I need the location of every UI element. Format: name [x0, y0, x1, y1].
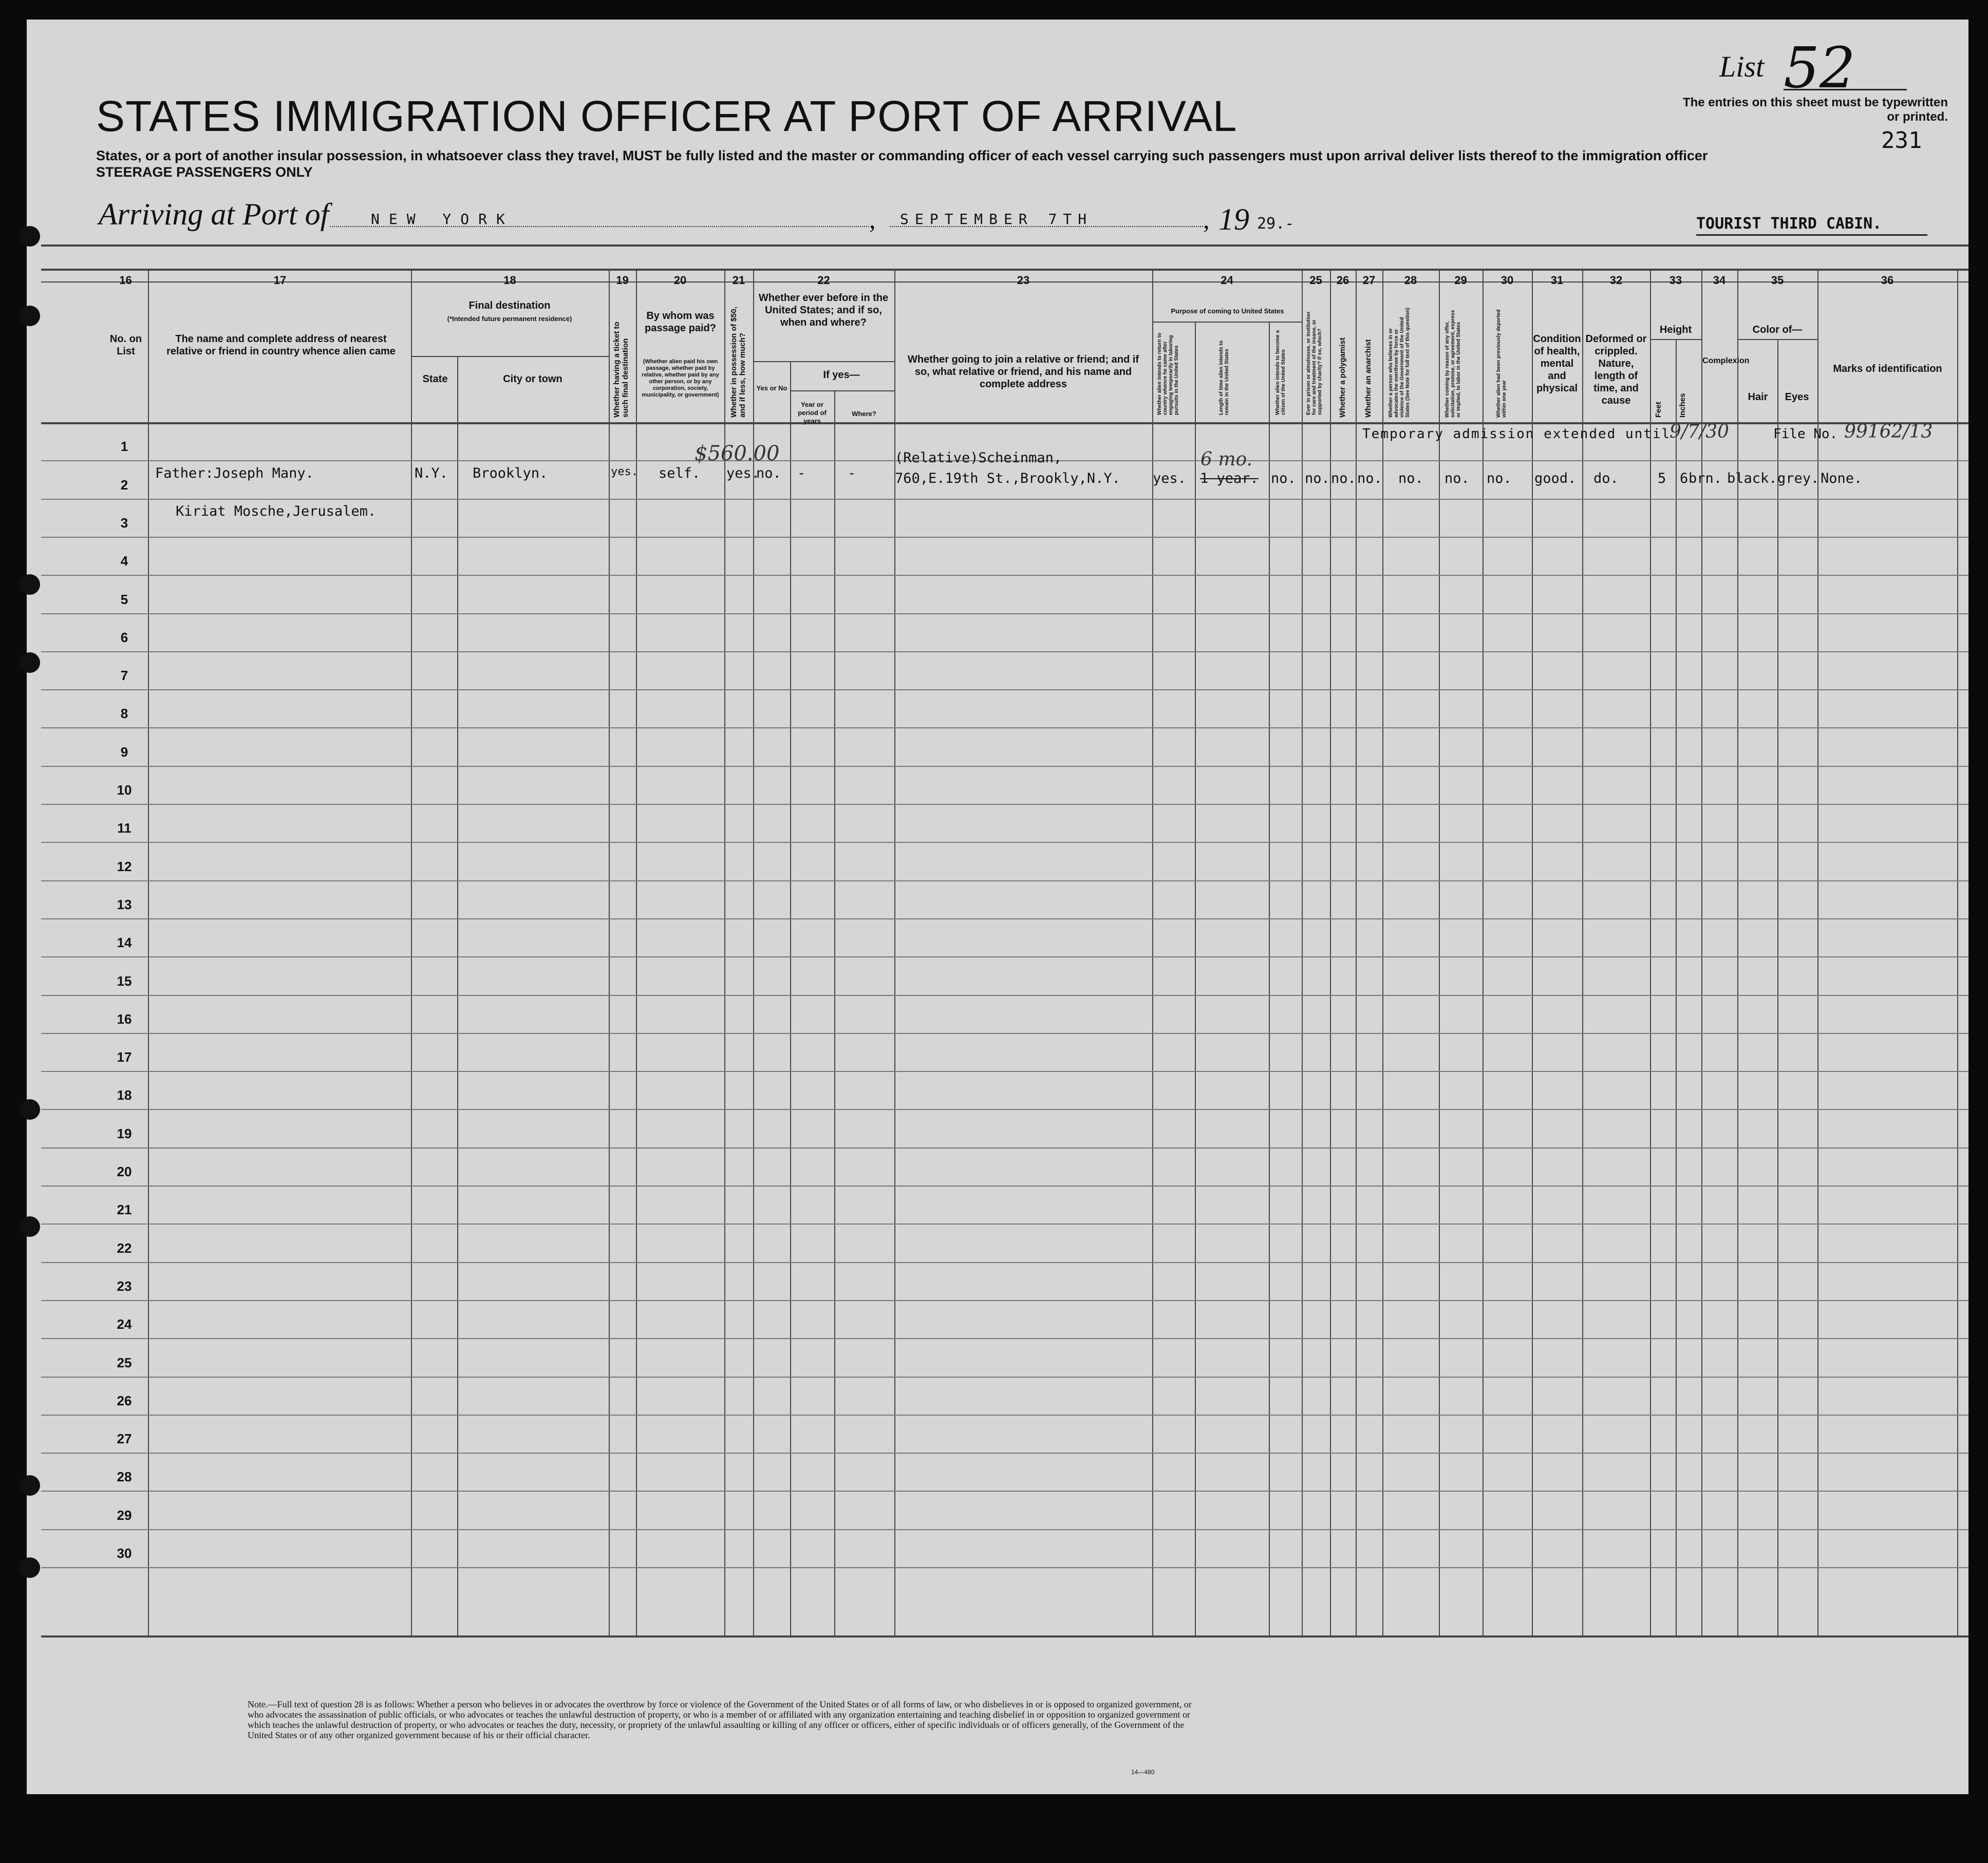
money-value: yes. — [726, 465, 760, 481]
row-rule — [41, 1071, 1968, 1072]
binder-hole — [20, 652, 40, 673]
row-rule — [41, 575, 1968, 576]
table-top-rule — [41, 244, 1968, 247]
row-rule — [41, 499, 1968, 500]
grid-vline — [411, 269, 412, 1635]
row-number: 24 — [117, 1316, 132, 1332]
row-rule — [41, 537, 1968, 538]
anarchist-value: no. — [1357, 471, 1382, 486]
grid-vline — [148, 269, 149, 1635]
header-year-period: Year or period of years — [798, 401, 827, 425]
row-number: 15 — [117, 973, 132, 989]
header-marks: Marks of identification — [1833, 363, 1942, 374]
year-prefix: 19 — [1218, 202, 1249, 236]
grid-vline — [1582, 269, 1583, 1635]
grid-vline — [1302, 269, 1303, 1635]
row-number: 20 — [117, 1164, 132, 1179]
header-height: Height — [1659, 324, 1692, 335]
row-rule — [41, 1147, 1968, 1149]
row-number: 23 — [117, 1278, 132, 1294]
colnum-28: 28 — [1404, 274, 1417, 287]
row-number: 21 — [117, 1202, 132, 1217]
page-number: 231 — [1881, 127, 1922, 154]
row-rule — [41, 880, 1968, 881]
row-number: 18 — [117, 1087, 132, 1103]
row-number: 28 — [117, 1469, 132, 1484]
row-rule — [41, 1377, 1968, 1378]
page-title: STATES IMMIGRATION OFFICER AT PORT OF ARRIVAL — [96, 92, 1237, 140]
row-number: 10 — [117, 782, 132, 798]
header-purpose-a: Whether alien intends to return to country whence he came after engaging temporarily in laboring pursuits in the United States — [1157, 332, 1179, 415]
grid-vline — [834, 390, 835, 1635]
header-hair: Hair — [1748, 391, 1768, 403]
colnum-top-rule — [41, 269, 1968, 271]
inches-value: 6 — [1680, 471, 1689, 486]
grid-vline — [1483, 269, 1484, 1635]
row-number: 4 — [120, 553, 128, 569]
join-relative-line-1: (Relative)Scheinman, — [895, 450, 1062, 466]
feet-value: 5 — [1658, 471, 1666, 486]
header-anarchist: Whether an anarchist — [1364, 339, 1373, 418]
arriving-label: Arriving at Port of — [99, 197, 329, 231]
row-rule — [41, 956, 1968, 957]
row-rule — [41, 995, 1968, 996]
binder-hole — [20, 1099, 40, 1120]
grid-vline — [1957, 269, 1958, 1635]
row-rule — [41, 1109, 1968, 1110]
list-label: List — [1719, 50, 1765, 83]
row-number: 17 — [117, 1049, 132, 1065]
relative-line-2: Kiriat Mosche,Jerusalem. — [176, 503, 377, 519]
deformed-value: do. — [1593, 471, 1619, 486]
header-money: Whether in possession of $50, and if less, how much? — [729, 307, 747, 418]
row-rule — [41, 689, 1968, 690]
row-number: 14 — [117, 935, 132, 950]
colnum-36: 36 — [1881, 274, 1894, 287]
subtitle: States, or a port of another insular possession, in whatsoever class they travel, MUST be fully listed and the master or commanding officer of each vessel carrying such passengers must upon arrival deliver lists thereof to the immigration officer — [96, 148, 1708, 163]
colnum-16: 16 — [119, 274, 132, 287]
header-passage-paid: By whom was passage paid? — [645, 310, 716, 334]
table-bottom-rule — [41, 1635, 1968, 1638]
row-rule — [41, 1224, 1968, 1225]
row-number: 30 — [117, 1546, 132, 1561]
grid-vline — [609, 269, 610, 1635]
join-relative-line-2: 760,E.19th St.,Brookly,N.Y. — [895, 471, 1120, 486]
header-no-on-list: No. on List — [109, 333, 142, 357]
row-number: 9 — [120, 744, 128, 760]
header-prison: Ever in prison or almshouse, or institution for care and treatment of the insane, or supported by charity? If so, which? — [1306, 311, 1323, 415]
cabin-class: TOURIST THIRD CABIN. — [1696, 215, 1882, 233]
comma-separator-2: , — [1203, 205, 1210, 234]
list-number: 52 — [1784, 35, 1855, 101]
list-underline — [1784, 89, 1907, 90]
header-join-relative: Whether going to join a relative or friend; and if so, what relative or friend, and his name and complete address — [907, 354, 1139, 390]
row-number: 3 — [120, 515, 128, 531]
row-number: 16 — [117, 1011, 132, 1027]
header-color-of: Color of— — [1752, 324, 1803, 335]
header-overthrow: Whether a person who believes in or advocates the overthrow by force or violence of the Government of the United States (See Note for full text of this question) — [1388, 308, 1411, 418]
header-final-destination: Final destination — [468, 300, 551, 311]
cabin-underline — [1696, 234, 1927, 236]
header-purpose-c: Whether alien intends to become a citizen of the United States — [1275, 330, 1286, 415]
grid-vline — [724, 269, 725, 1635]
row-number: 29 — [117, 1508, 132, 1523]
form-number: 14—480 — [1131, 1768, 1155, 1776]
colnum-19: 19 — [616, 274, 629, 287]
grid-vline — [1676, 339, 1677, 1635]
grid-vline — [1650, 269, 1651, 1635]
row-rule — [41, 1300, 1968, 1301]
colnum-23: 23 — [1017, 274, 1030, 287]
grid-vline — [1777, 339, 1778, 1635]
header-ticket: Whether having a ticket to such final destination — [612, 322, 630, 418]
row-number: 25 — [117, 1355, 132, 1370]
colnum-17: 17 — [273, 274, 287, 287]
hair-value: black. — [1727, 471, 1777, 486]
header-eyes: Eyes — [1785, 391, 1809, 403]
binder-hole — [20, 574, 40, 595]
row-number: 12 — [117, 859, 132, 874]
purpose-c-value: no. — [1271, 471, 1296, 486]
header-final-destination-note: (*Intended future permanent residence) — [447, 315, 572, 323]
row-number: 13 — [117, 897, 132, 912]
row-number: 8 — [120, 706, 128, 721]
admission-annotation: Temporary admission extended until — [1362, 426, 1671, 442]
row-rule — [41, 1567, 1968, 1568]
relative-line-1: Father:Joseph Many. — [155, 465, 314, 481]
colnum-21: 21 — [732, 274, 745, 287]
comma-separator: , — [869, 205, 876, 234]
header-complexion: Complexion — [1702, 356, 1750, 365]
binder-hole — [20, 1216, 40, 1237]
row-number: 2 — [120, 477, 128, 493]
ticket-value: yes. — [611, 465, 638, 478]
colnum-29: 29 — [1454, 274, 1467, 287]
entries-note: The entries on this sheet must be typewritten or printed. — [1682, 96, 1948, 124]
contract-value: no. — [1445, 471, 1470, 486]
file-number: 99162/13 — [1844, 421, 1933, 442]
row-number: 7 — [120, 668, 128, 683]
grid-vline — [790, 361, 791, 1635]
header-polygamist: Whether a polygamist — [1338, 337, 1347, 418]
binder-hole — [20, 306, 40, 326]
row-rule — [41, 613, 1968, 614]
header-relative-address: The name and complete address of nearest relative or friend in country whence alien came — [166, 333, 396, 357]
grid-vline — [1532, 269, 1533, 1635]
header-deformed: Deformed or crippled. Nature, length of time, and cause — [1585, 333, 1647, 406]
marks-value: None. — [1821, 471, 1863, 486]
header-purpose-b: Length of time alien intends to remain in the United States — [1218, 341, 1230, 415]
binder-hole — [20, 1475, 40, 1496]
header-passage-paid-note: (Whether alien paid his own passage, whether paid by relative, whether paid by any other person, or by any corporation, society, municipality, or government) — [642, 359, 719, 398]
header-where: Where? — [852, 410, 876, 418]
header-condition: Condition of health, mental and physical — [1533, 333, 1581, 394]
row-rule — [41, 1033, 1968, 1034]
row-rule — [41, 842, 1968, 843]
header-city: City or town — [503, 373, 562, 385]
steerage-label: STEERAGE PASSENGERS ONLY — [96, 164, 313, 180]
colnum-18: 18 — [503, 274, 516, 287]
header-purpose: Purpose of coming to United States — [1171, 307, 1284, 315]
row-rule — [41, 918, 1968, 919]
binder-hole — [20, 1557, 40, 1578]
header-state: State — [422, 373, 448, 385]
row-rule — [41, 1491, 1968, 1492]
destination-sub-rule — [411, 356, 609, 357]
row-rule — [41, 1453, 1968, 1454]
grid-vline — [1195, 322, 1196, 1635]
colnum-34: 34 — [1713, 274, 1726, 287]
purpose-sub-rule — [1152, 322, 1302, 323]
where-value: - — [848, 465, 856, 481]
colnum-26: 26 — [1336, 274, 1349, 287]
header-feet: Feet — [1654, 402, 1663, 418]
file-label: File No. — [1773, 426, 1838, 442]
overthrow-value: no. — [1398, 471, 1423, 486]
dest-city: Brooklyn. — [473, 465, 548, 481]
row-rule — [41, 804, 1968, 805]
colnum-32: 32 — [1609, 274, 1623, 287]
row-rule — [41, 727, 1968, 728]
year-suffix: 29.- — [1257, 215, 1295, 233]
row-number: 6 — [120, 630, 128, 645]
colnum-31: 31 — [1550, 274, 1564, 287]
row-number: 1 — [120, 439, 128, 454]
row-rule — [41, 651, 1968, 652]
binder-hole — [20, 226, 40, 247]
ifyes-sub-rule — [790, 390, 894, 391]
footnote: Note.—Full text of question 28 is as follows: Whether a person who believes in or advocates the overthrow by force or violence of the Government of the United States or of all forms of law, or who disbelieves in or is opposed to organized government, or who advocates the assassination of public officials, or who advocates or teaches the unlawful destruction of property, or who is a member of or affiliated with any organization entertaining and teaching disbelief in or opposition to organized government or which teaches the unlawful destruction of property, or who advocates or teaches the duty, necessity, or propriety of the unlawful assaulting or killing of any officer or officers, either of specific individuals or of officers generally, of the Government of the United States or of any other organized government because of his or their official character. — [248, 1699, 1192, 1740]
header-before-in-us: Whether ever before in the United States; and if so, when and where? — [758, 292, 889, 328]
colnum-25: 25 — [1309, 274, 1322, 287]
colnum-22: 22 — [817, 274, 830, 287]
row-rule — [41, 1262, 1968, 1263]
colnum-27: 27 — [1362, 274, 1376, 287]
row-number: 19 — [117, 1126, 132, 1141]
port-value: NEW YORK — [371, 211, 514, 228]
eyes-value: grey. — [1777, 471, 1820, 486]
condition-value: good. — [1534, 471, 1577, 486]
row-rule — [41, 1415, 1968, 1416]
grid-vline — [1269, 322, 1270, 1635]
row-number: 11 — [117, 820, 132, 836]
date-value: SEPTEMBER 7TH — [900, 211, 1093, 228]
row-rule — [41, 1185, 1968, 1187]
colnum-33: 33 — [1669, 274, 1682, 287]
row-rule — [41, 1338, 1968, 1339]
header-contract-labor: Whether coming by reason of any offer, solicitation, promise, or agreement, express or implied, to labor in the United States — [1445, 310, 1461, 418]
before-value: no. — [756, 465, 781, 481]
colnum-24: 24 — [1221, 274, 1233, 287]
money-handwritten: $560.00 — [695, 442, 780, 465]
deported-value: no. — [1487, 471, 1512, 486]
grid-vline — [1382, 269, 1383, 1635]
purpose-b-handwritten: 6 mo. — [1201, 449, 1252, 470]
row-number: 26 — [117, 1393, 132, 1408]
year-value: - — [797, 465, 806, 481]
header-yes-no: Yes or No — [756, 384, 787, 392]
prison-value: no. — [1305, 471, 1330, 486]
colnum-20: 20 — [673, 274, 687, 287]
row-number: 22 — [117, 1240, 132, 1256]
complexion-value: brn. — [1689, 471, 1722, 486]
purpose-a-value: yes. — [1153, 471, 1187, 486]
polygamist-value: no. — [1331, 471, 1356, 486]
row-number: 27 — [117, 1431, 132, 1446]
annotation-date: 9/7/30 — [1670, 421, 1729, 442]
manifest-sheet — [27, 20, 1968, 1794]
colnum-30: 30 — [1501, 274, 1514, 287]
header-inches: Inches — [1678, 393, 1687, 418]
before-sub-rule — [753, 361, 894, 362]
row-rule — [41, 1529, 1968, 1530]
row-number: 5 — [120, 592, 128, 607]
purpose-b-value: 1 year. — [1200, 471, 1259, 486]
grid-vline — [1439, 269, 1440, 1635]
header-deported: Whether alien had been previously deported within one year — [1496, 309, 1507, 418]
row-rule — [41, 766, 1968, 767]
header-if-yes: If yes— — [823, 369, 860, 381]
colnum-35: 35 — [1771, 274, 1784, 287]
passage-paid-value: self. — [659, 465, 701, 481]
dest-state: N.Y. — [415, 465, 448, 481]
